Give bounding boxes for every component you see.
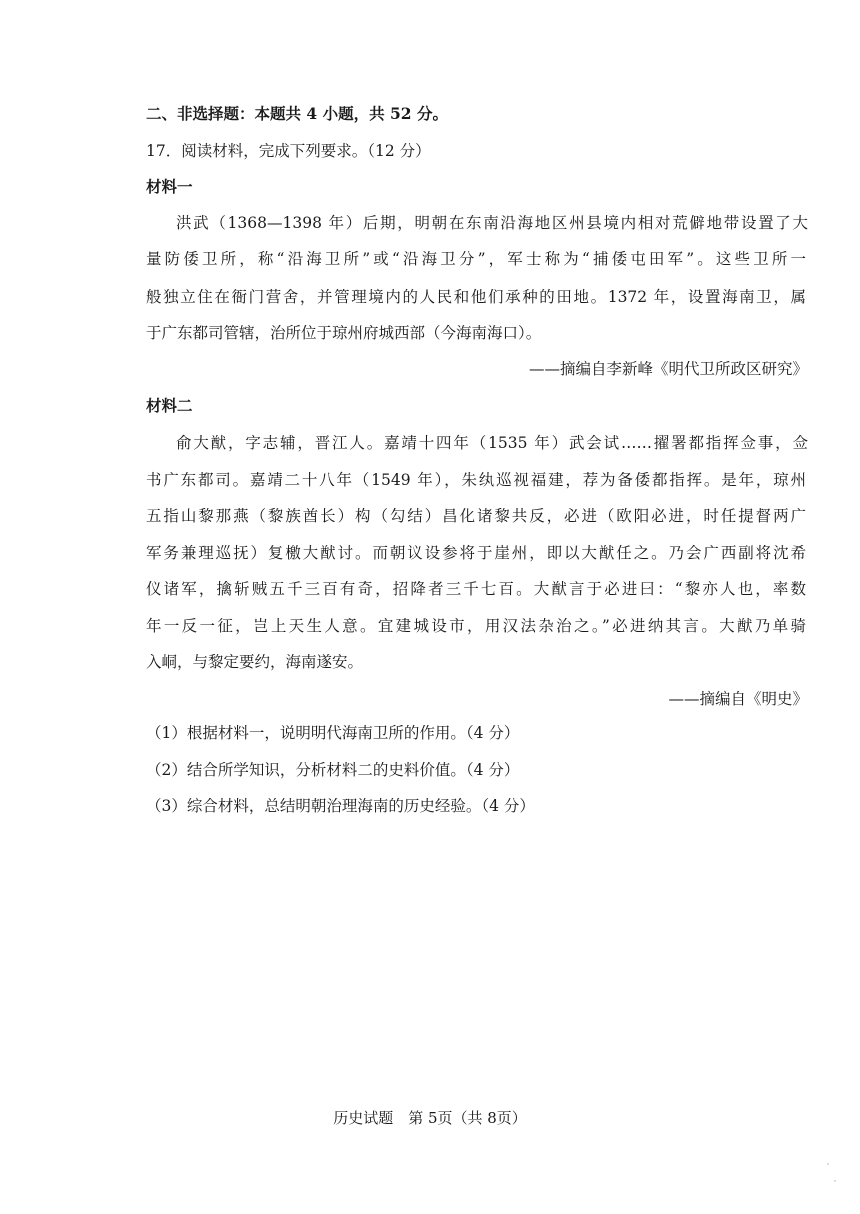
material-2-line: 年一反一征，岂上天生人意。宜建城设市，用汉法杂治之。”必进纳其言。大猷乃单骑: [146, 617, 806, 635]
material-2-line: 俞大猷，字志辅，晋江人。嘉靖十四年（1535 年）武会试……擢署都指挥佥事，佥: [176, 434, 808, 452]
material-1-line: 于广东都司管辖，治所位于琼州府城西部（今海南海口）。: [146, 324, 542, 342]
material-1-line: 洪武（1368—1398 年）后期，明朝在东南沿海地区州县境内相对荒僻地带设置了大: [176, 214, 808, 232]
scan-speck: [834, 1180, 836, 1182]
section-heading: 二、非选择题：本题共 4 小题，共 52 分。: [146, 104, 448, 123]
sub-question-3: （3）综合材料，总结明朝治理海南的历史经验。（4 分）: [146, 797, 535, 815]
material-1-line: 般独立住在衙门营舍，并管理境内的人民和他们承种的田地。1372 年，设置海南卫，属: [146, 288, 806, 306]
material-1-line: 量防倭卫所，称“沿海卫所”或“沿海卫分”，军士称为“捕倭屯田军”。这些卫所一: [146, 250, 806, 268]
material-2-line: 五指山黎那燕（黎族酋长）构（勾结）昌化诸黎共反，必进（欧阳必进，时任提督两广: [146, 507, 806, 525]
material-2-line: 军务兼理巡抚）复檄大猷讨。而朝议设参将于崖州，即以大猷任之。乃会广西副将沈希: [146, 544, 806, 562]
question-stem: 17．阅读材料，完成下列要求。（12 分）: [146, 142, 431, 160]
material-2-line: 仪诸军，擒斩贼五千三百有奇，招降者三千七百。大猷言于必进曰：“黎亦人也，率数: [146, 580, 806, 598]
material-2-source: ——摘编自《明史》: [668, 690, 808, 708]
material-2-line: 入峒，与黎定要约，海南遂安。: [146, 653, 364, 671]
page-footer: 历史试题 第 5页（共 8页）: [333, 1109, 527, 1127]
material-1-title: 材料一: [146, 177, 193, 196]
material-2-line: 书广东都司。嘉靖二十八年（1549 年），朱纨巡视福建，荐为备倭都指挥。是年，琼州: [146, 471, 806, 489]
material-2-title: 材料二: [146, 396, 193, 415]
material-1-source: ——摘编自李新峰《明代卫所政区研究》: [528, 360, 808, 378]
sub-question-2: （2）结合所学知识，分析材料二的史料价值。（4 分）: [146, 761, 520, 779]
sub-question-1: （1）根据材料一，说明明代海南卫所的作用。（4 分）: [146, 724, 520, 742]
scan-speck: [827, 1163, 829, 1165]
